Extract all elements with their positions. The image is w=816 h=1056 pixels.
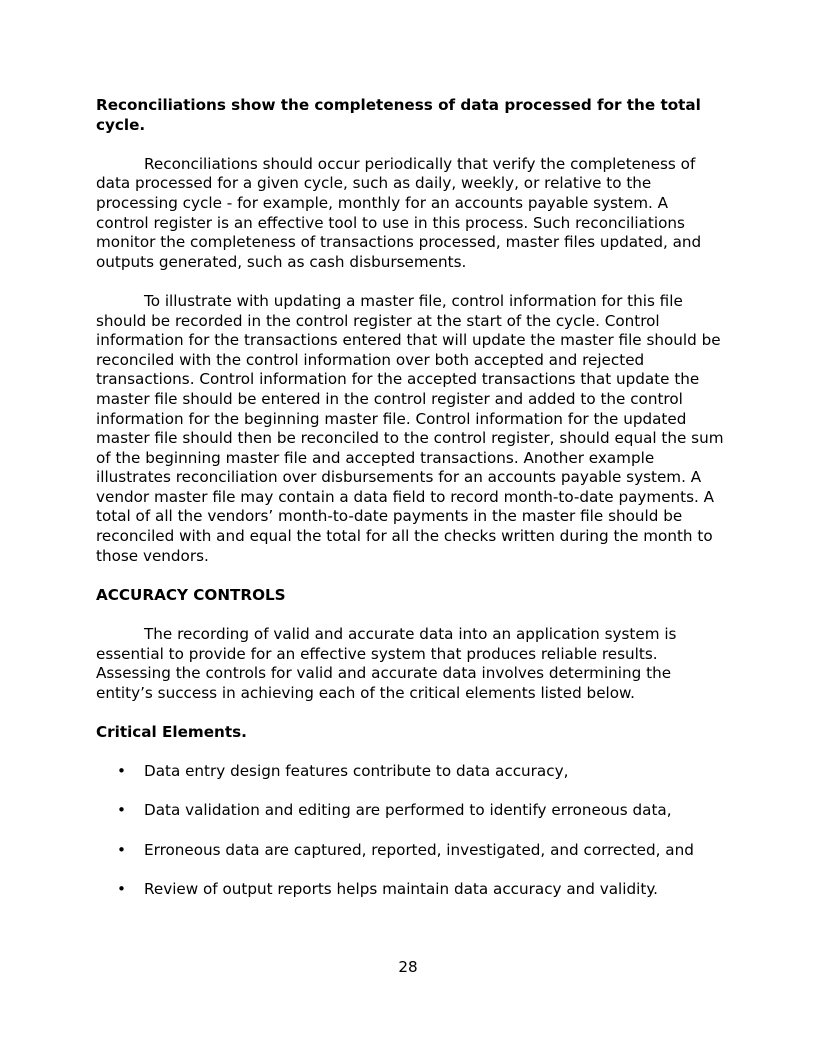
section-heading-reconciliations: Reconciliations show the completeness of data processed for the total cycle. <box>96 96 701 134</box>
bullet-icon: • <box>117 879 126 898</box>
list-item-text: Data entry design features contribute to data accuracy, <box>144 762 569 781</box>
document-page <box>96 96 724 899</box>
paragraph-master-file-example: To illustrate with updating a master file, control information for this file should be recorded in the control register at the start of the cycle. Control information for the transactions entered that will update the master file should be reconciled with the control information over both accepted and rejected transactions. Control information for the accepted transactions that update the master file should be entered in the control register and added to the control information for the beginning master file. Control information for the updated master file should then be reconciled to the control register, should equal the sum of the beginning master file and accepted transactions. Another example illustrates reconciliation over disbursements for an accounts payable system. A vendor master file may contain a data field to record month-to-date payments. A total of all the vendors’ month-to-date payments in the master file should be reconciled with and equal the total for all the checks written during the month to those vendors. <box>96 291 724 565</box>
critical-elements-heading: Critical Elements. <box>96 723 247 741</box>
page-number: 28 <box>398 958 418 976</box>
section-heading-accuracy-controls: ACCURACY CONTROLS <box>96 585 286 604</box>
list-item-text: Review of output reports helps maintain data accuracy and validity. <box>144 879 658 898</box>
list-item-text: Data validation and editing are performed to identify erroneous data, <box>144 801 672 820</box>
bullet-icon: • <box>117 801 126 820</box>
list-item-text: Erroneous data are captured, reported, investigated, and corrected, and <box>144 840 694 859</box>
critical-elements-list <box>96 762 724 899</box>
list-item <box>96 880 724 900</box>
paragraph-reconciliations-intro: Reconciliations should occur periodically that verify the completeness of data processed for a given cycle, such as daily, weekly, or relative to the processing cycle - for example, monthly for an accounts payable system. A control register is an effective tool to use in this process. Such reconciliations monitor the completeness of transactions processed, master files updated, and outputs generated, such as cash disbursements. <box>96 154 702 271</box>
list-item <box>96 762 724 782</box>
list-item <box>96 801 724 821</box>
bullet-icon: • <box>117 762 126 781</box>
list-item <box>96 841 724 861</box>
bullet-icon: • <box>117 840 126 859</box>
paragraph-accuracy-controls: The recording of valid and accurate data into an application system is essential to provide for an effective system that produces reliable results. Assessing the controls for valid and accurate data involves determining the entity’s success in achieving each of the critical elements listed below. <box>96 625 677 702</box>
